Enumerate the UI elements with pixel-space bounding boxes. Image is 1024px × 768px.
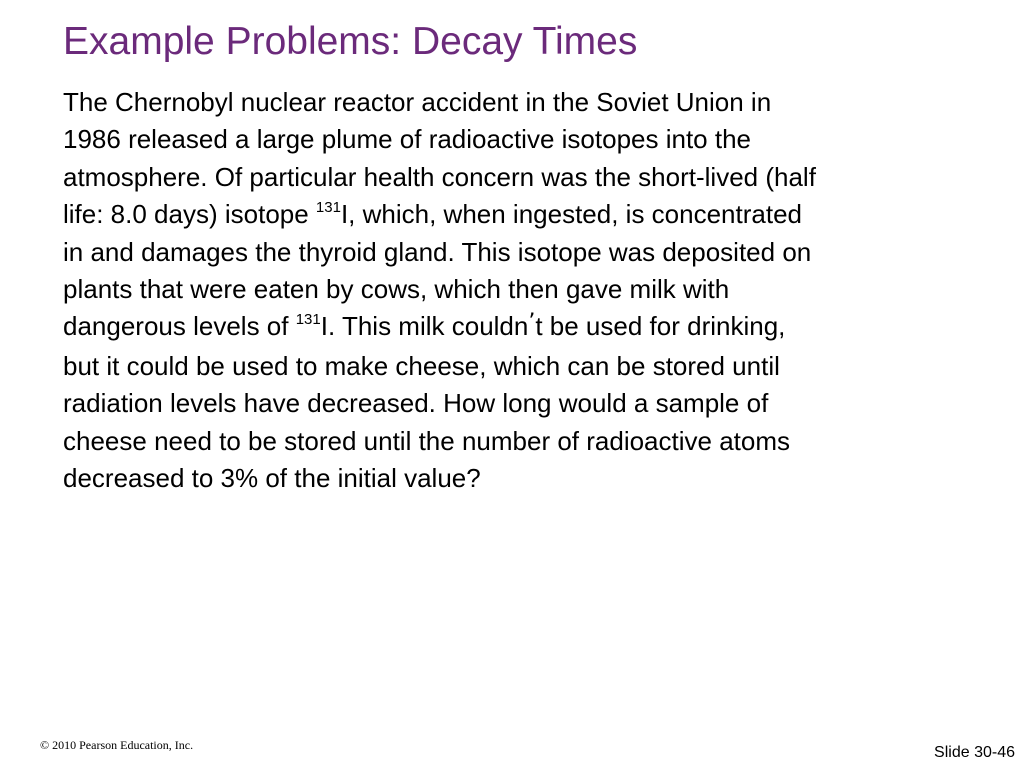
problem-text-line: but it could be used to make cheese, which can be stored until [63, 350, 780, 381]
slide-number: Slide 30-46 [934, 744, 1015, 761]
slide-title: Example Problems: Decay Times [63, 20, 638, 63]
problem-text-line [63, 308, 983, 347]
copyright-notice: © 2010 Pearson Education, Inc. [40, 738, 194, 752]
apostrophe: ’ [528, 310, 536, 336]
problem-text-line: atmosphere. Of particular health concern was the short-lived (half [63, 161, 816, 192]
text-segment: I. This milk couldn [320, 311, 529, 342]
isotope-mass-number: 131 [315, 199, 341, 217]
text-segment: t be used for drinking, [535, 311, 786, 342]
text-segment: life: 8.0 days) isotope [63, 199, 316, 230]
problem-text-line: cheese need to be stored until the number of radioactive atoms [63, 425, 790, 456]
problem-text [63, 84, 983, 497]
problem-text-line: decreased to 3% of the initial value? [63, 463, 481, 494]
problem-text-line: radiation levels have decreased. How long would a sample of [63, 388, 769, 419]
problem-text-line: in and damages the thyroid gland. This isotope was deposited on [63, 236, 812, 267]
text-segment: I, which, when ingested, is concentrated [340, 199, 802, 230]
problem-text-line: 1986 released a large plume of radioactive isotopes into the [63, 124, 751, 155]
problem-text-line: plants that were eaten by cows, which then gave milk with [63, 274, 730, 305]
text-segment: dangerous levels of [63, 311, 296, 342]
problem-text-line [63, 196, 983, 233]
problem-text-line: The Chernobyl nuclear reactor accident in the Soviet Union in [63, 87, 772, 117]
isotope-mass-number: 131 [295, 311, 321, 329]
